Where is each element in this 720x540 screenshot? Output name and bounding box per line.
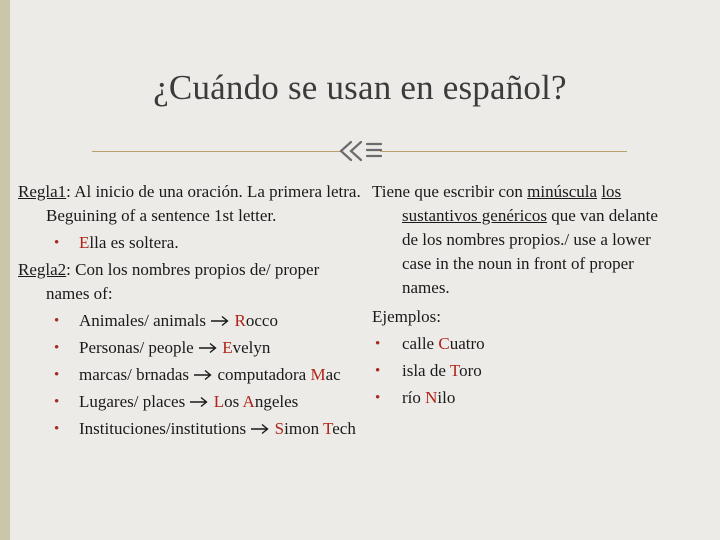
title-rule-right bbox=[380, 151, 627, 152]
example-text: velyn bbox=[232, 338, 271, 357]
slide-title: ¿Cuándo se usan en español? bbox=[153, 68, 567, 107]
rule-2-text: Con los nombres propios de/ proper names of: bbox=[46, 260, 320, 303]
list-item bbox=[18, 336, 363, 360]
rule-1-paragraph bbox=[18, 180, 363, 228]
intro-text-a: Tiene que escribir con bbox=[372, 182, 528, 201]
example-red-letter: S bbox=[274, 419, 285, 438]
example-red-letter: C bbox=[438, 334, 450, 353]
example-red-letter: T bbox=[449, 361, 460, 380]
rule-1-colon: : bbox=[66, 182, 71, 201]
example-pre-text: calle bbox=[402, 334, 439, 353]
bullet-icon: • bbox=[54, 367, 60, 383]
rule-2-paragraph bbox=[18, 258, 363, 306]
example-red-letter-2: A bbox=[242, 392, 255, 411]
bullet-text: Animales/ animals bbox=[79, 311, 207, 330]
rule-2-label: Regla2 bbox=[18, 260, 67, 279]
arrow-right-icon bbox=[210, 315, 230, 327]
example-text: imon bbox=[284, 419, 324, 438]
example-pre-text: isla de bbox=[402, 361, 450, 380]
example-red-letter: N bbox=[425, 388, 438, 407]
bullet-text: Personas/ people bbox=[79, 338, 194, 357]
list-item bbox=[372, 359, 672, 383]
bullet-text: marcas/ brnadas bbox=[79, 365, 189, 384]
arrow-right-icon bbox=[193, 369, 213, 381]
rule-1-label: Regla1 bbox=[18, 182, 67, 201]
bullet-icon: • bbox=[375, 336, 381, 352]
bullet-icon: • bbox=[54, 340, 60, 356]
right-column bbox=[372, 180, 672, 413]
example-text: oro bbox=[459, 361, 482, 380]
intro-underlined-1: minúscula bbox=[527, 182, 598, 201]
bullet-icon: • bbox=[375, 363, 381, 379]
title-rule-left bbox=[92, 151, 342, 152]
example-text-2: ngeles bbox=[254, 392, 299, 411]
left-column bbox=[18, 180, 363, 444]
example-text: ilo bbox=[437, 388, 456, 407]
rule-2-colon: : bbox=[66, 260, 71, 279]
rule-1-text: Al inicio de una oración. La primera letra. Beguining of a sentence 1st letter. bbox=[46, 182, 361, 225]
intro-text-b: que van delante de los nombres propios./ use a lower case in the noun in front of proper names. bbox=[402, 206, 658, 297]
example-text: occo bbox=[245, 311, 278, 330]
examples-heading: Ejemplos: bbox=[372, 307, 441, 326]
bullet-icon: • bbox=[54, 394, 60, 410]
example-text: os bbox=[224, 392, 243, 411]
list-item bbox=[372, 332, 672, 356]
example-red-letter: M bbox=[310, 365, 326, 384]
ornament-icon bbox=[339, 136, 383, 166]
example-text: ac bbox=[325, 365, 341, 384]
example-text: uatro bbox=[449, 334, 485, 353]
bullet-mid-text: computadora bbox=[217, 365, 311, 384]
example-red-letter: R bbox=[234, 311, 246, 330]
list-item bbox=[18, 390, 363, 414]
list-item bbox=[18, 363, 363, 387]
list-item bbox=[18, 231, 363, 255]
bullet-icon: • bbox=[54, 313, 60, 329]
example-red-letter: E bbox=[79, 233, 90, 252]
example-text: lla es soltera. bbox=[89, 233, 179, 252]
example-red-letter: E bbox=[222, 338, 233, 357]
list-item bbox=[18, 309, 363, 333]
example-red-letter: L bbox=[213, 392, 225, 411]
example-pre-text: río bbox=[402, 388, 426, 407]
bullet-text: Instituciones/institutions bbox=[79, 419, 247, 438]
bullet-icon: • bbox=[375, 390, 381, 406]
example-text-2: ech bbox=[332, 419, 356, 438]
bullet-icon: • bbox=[54, 421, 60, 437]
bullet-text: Lugares/ places bbox=[79, 392, 186, 411]
arrow-right-icon bbox=[198, 342, 218, 354]
arrow-right-icon bbox=[189, 396, 209, 408]
bullet-icon: • bbox=[54, 235, 60, 251]
example-red-letter-2: T bbox=[323, 419, 333, 438]
intro-paragraph bbox=[372, 180, 672, 300]
list-item bbox=[18, 417, 363, 441]
intro-underlined-2: los sustantivos genéricos bbox=[402, 182, 622, 225]
list-item bbox=[372, 386, 672, 410]
arrow-right-icon bbox=[250, 423, 270, 435]
